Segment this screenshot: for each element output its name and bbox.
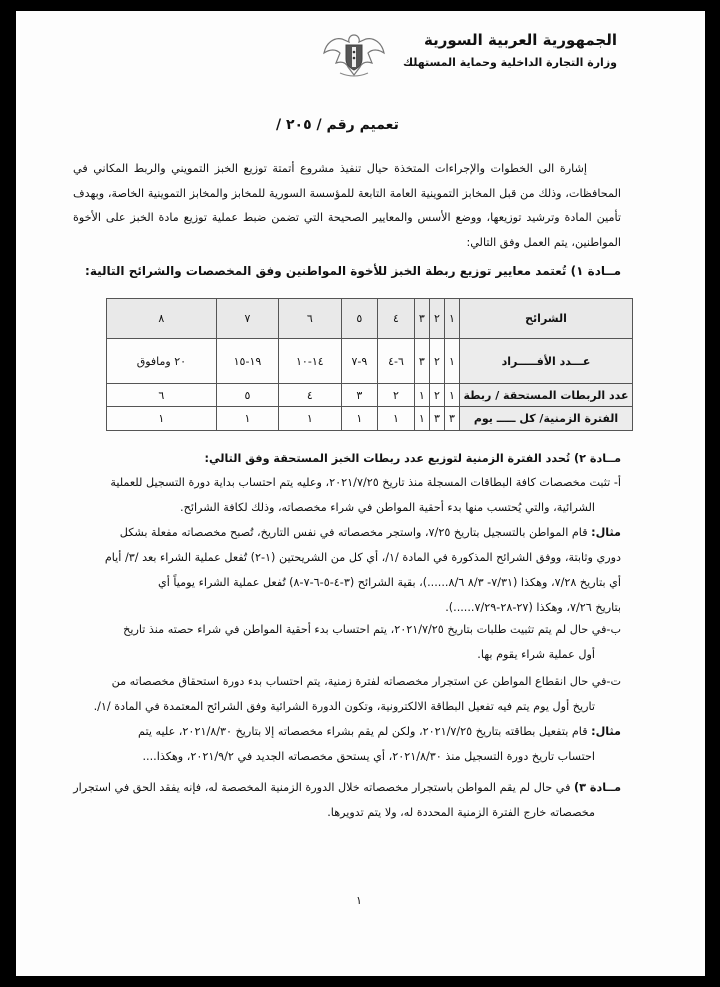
table-cell: ٤ — [279, 384, 341, 407]
table-cell: ٧ — [216, 299, 278, 339]
article-3-line: مخصصاته خارج الفترة الزمنية المحددة له، ولا يتم تدويرها. — [327, 806, 595, 819]
intro-line: المواطنين، يتم العمل وفق التالي: — [466, 235, 621, 249]
table-cell: ٣ — [414, 339, 429, 384]
table-cell: ٣ — [444, 407, 459, 431]
country-name: الجمهورية العربية السورية — [424, 31, 617, 49]
row-label: عـــدد الأفـــــراد — [460, 339, 633, 384]
table-cell: ٩-٧ — [341, 339, 378, 384]
example-label: مثال: — [591, 526, 621, 539]
example-2-line — [73, 725, 621, 738]
table-cell: ٢ — [429, 339, 444, 384]
article-3-heading: مــادة ٣) — [574, 781, 621, 794]
circular-number: تعميم رقم / ٢٠٥ / — [276, 117, 399, 133]
intro-line: إشارة الى الخطوات والإجراءات المتخذة حيال تنفيذ مشروع أتمتة توزيع الخبز التمويني والربط المكاني في — [73, 162, 587, 175]
table-cell: ١ — [444, 339, 459, 384]
table-cell: ٢ — [429, 299, 444, 339]
table-cell: ١ — [414, 407, 429, 431]
allocation-table — [106, 298, 633, 431]
article-2b-line: ب-في حال لم يتم تثبيت طلبات بتاريخ ٢٠٢١/٧/٢٥، يتم احتساب بدء أحقية المواطن في شراء حصته منذ تاريخ — [123, 623, 621, 636]
table-cell: ١ — [107, 407, 217, 431]
table-cell: ١ — [444, 299, 459, 339]
article-2a-line: الشرائية، والتي يُحتسب منها بدء أحقية المواطن في شراء مخصصاته، وذلك لكافة الشرائح. — [180, 501, 595, 514]
article-2c-line: ت-في حال انقطاع المواطن عن استجرار مخصصاته لفترة زمنية، يتم احتساب بدء دورة استحقاق مخصصاته من — [111, 675, 621, 688]
example-label: مثال: — [591, 725, 621, 738]
article-1-heading: مــادة ١) تُعتمد معايير توزيع ربطة الخبز للأخوة المواطنين وفق المخصصات والشرائح التالية: — [85, 264, 621, 278]
ministry-name: وزارة التجارة الداخلية وحماية المستهلك — [403, 56, 617, 69]
table-cell: ٣ — [341, 384, 378, 407]
table-cell: ٨ — [107, 299, 217, 339]
table-cell: ٥ — [216, 384, 278, 407]
intro-line: المحافظات، وذلك من قبل المخابز التموينية العامة التابعة للمؤسسة السورية للمخابز والمخابز التموينية الخاصة، وبهدف — [73, 186, 621, 200]
example-2-line: احتساب تاريخ دورة التسجيل منذ ٢٠٢١/٨/٣٠، أي يستحق مخصصاته الجديد في ٢٠٢١/٩/٢، وهكذا.... — [142, 750, 595, 763]
article-2b-line: أول عملية شراء يقوم بها. — [477, 648, 595, 661]
page-number: ١ — [356, 894, 362, 907]
table-cell: ١ — [279, 407, 341, 431]
row-label: عدد الربطات المستحقة / ربطة — [460, 384, 633, 407]
article-2c-line: تاريخ أول يوم يتم فيه تفعيل البطاقة الالكترونية، وتكون الدورة الشرائية وفق الشرائح المعتمدة في المادة /١/. — [93, 700, 595, 713]
table-cell: ٢ — [378, 384, 415, 407]
table-cell: ٦-٤ — [378, 339, 415, 384]
table-cell: ١ — [414, 384, 429, 407]
eagle-emblem-icon — [322, 29, 386, 81]
row-label: الفترة الزمنية/ كل ـــــ يوم — [460, 407, 633, 431]
article-2a-line: أ- تثبت مخصصات كافة البطاقات المسجلة منذ تاريخ ٢٠٢١/٧/٢٥، وعليه يتم احتساب بداية دورة التسجيل للعملية — [110, 476, 621, 489]
table-row — [107, 407, 633, 431]
article-3-line — [73, 781, 621, 794]
document-page — [16, 11, 705, 976]
table-cell: ١ — [216, 407, 278, 431]
intro-paragraph — [73, 157, 621, 255]
table-cell: ١٩-١٥ — [216, 339, 278, 384]
row-label: الشرائح — [460, 299, 633, 339]
table-cell: ٣ — [429, 407, 444, 431]
table-row — [107, 299, 633, 339]
table-cell: ١ — [378, 407, 415, 431]
example-1-line: دوري وثابتة، ووفق الشرائح المذكورة في المادة /١/، أي كل من الشريحتين (١-٢) تُفعل عملية الشراء بعد /٣/ أيام — [104, 551, 621, 564]
example-1-line: أي بتاريخ ٧/٢٨، وهكذا (٧/٣١- ٨/٣ ٨/٦......)، بقية الشرائح (٣-٤-٥-٦-٧-٨) تُفعل عملية الشراء يومياً أي — [157, 576, 621, 589]
table-cell: ١٤-١٠ — [279, 339, 341, 384]
example-text: قام بتفعيل بطاقته بتاريخ ٢٠٢١/٧/٢٥، ولكن لم يقم بشراء مخصصاته إلا بتاريخ ٢٠٢١/٨/٣٠، عليه يتم — [138, 725, 592, 738]
table-cell: ٦ — [107, 384, 217, 407]
table-cell: ٣ — [414, 299, 429, 339]
table-cell: ٤ — [378, 299, 415, 339]
table-cell: ٥ — [341, 299, 378, 339]
article-3-text: في حال لم يقم المواطن باستجرار مخصصاته خلال الدورة الزمنية المخصصة له، فإنه يفقد الحق في استجرار — [73, 781, 575, 794]
example-1-line: بتاريخ ٧/٢٦، وهكذا (٢٧-٢٨-٧/٢٩......). — [445, 601, 621, 614]
example-1-line — [73, 526, 621, 539]
article-2-heading: مــادة ٢) تُحدد الفترة الزمنية لتوزيع عدد ربطات الخبز المستحقة وفق التالي: — [204, 452, 621, 465]
intro-line: تأمين المادة وترشيد توزيعها، ووضع الأسس والمعايير الصحيحة التي تضمن ضبط عملية توزيع مادة الخبز على الأخوة — [73, 211, 621, 224]
table-cell: ٢ — [429, 384, 444, 407]
table-row — [107, 339, 633, 384]
table-cell: ١ — [444, 384, 459, 407]
table-cell: ٦ — [279, 299, 341, 339]
example-text: قام المواطن بالتسجيل بتاريخ ٧/٢٥، واستجر مخصصاته في نفس التاريخ، تُصبح مخصصاته مفعلة بشكل — [119, 526, 592, 539]
table-cell: ١ — [341, 407, 378, 431]
table-row — [107, 384, 633, 407]
table-cell: ٢٠ ومافوق — [107, 339, 217, 384]
